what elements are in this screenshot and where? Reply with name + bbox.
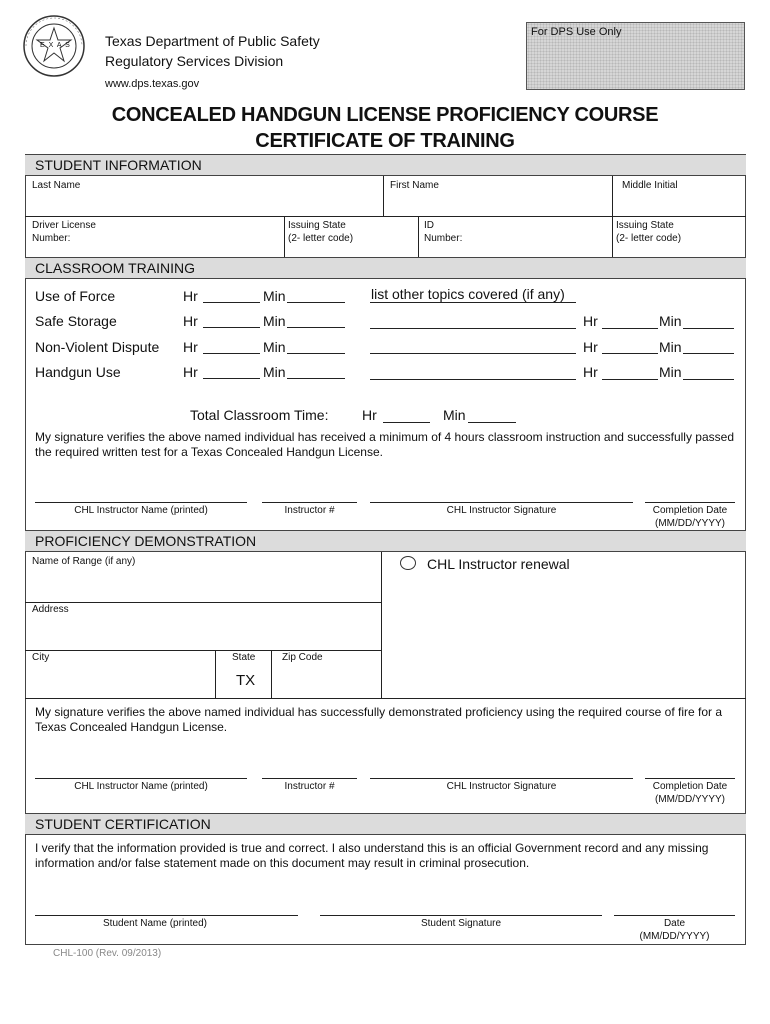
hr-label: Hr: [183, 313, 198, 329]
instructor-signature-line[interactable]: [370, 502, 633, 503]
state-label: State: [232, 652, 256, 663]
hr-label: Hr: [583, 313, 598, 329]
form-number: CHL-100 (Rev. 09/2013): [53, 948, 162, 959]
instructor-number-line[interactable]: [262, 502, 357, 503]
proficiency-title: PROFICIENCY DEMONSTRATION: [35, 533, 257, 549]
divider: [381, 552, 382, 698]
issuing-state-field[interactable]: [355, 218, 415, 254]
city-label: City: [32, 652, 50, 663]
driver-license-label-1: Driver License: [32, 220, 96, 231]
student-signature-caption: Student Signature: [420, 918, 502, 929]
total-min-label: Min: [443, 407, 466, 423]
instructor-name-caption: CHL Instructor Name (printed): [74, 781, 208, 792]
divider: [25, 602, 382, 603]
seal-text: E X A S: [40, 42, 71, 49]
proficiency-header: [25, 530, 746, 552]
other-topics-underline: [370, 302, 576, 303]
hr-field-line[interactable]: [203, 378, 260, 379]
division-name: Regulatory Services Division: [105, 53, 284, 69]
student-name-line[interactable]: [35, 915, 298, 916]
student-info-header: [25, 154, 746, 176]
proficiency-statement: My signature verifies the above named individual has successfully demonstrated proficiency using the required course of fire for a Texas Concealed Handgun License.: [35, 705, 723, 734]
min-label: Min: [263, 313, 286, 329]
id-number-field[interactable]: [470, 218, 610, 254]
min-field-line[interactable]: [287, 302, 345, 303]
divider: [25, 650, 382, 651]
min-label: Min: [263, 339, 286, 355]
driver-license-field[interactable]: [90, 218, 282, 254]
min-field-line[interactable]: [287, 327, 345, 328]
issuing-state-label-2: (2- letter code): [288, 233, 354, 244]
min-field-line[interactable]: [683, 379, 734, 380]
issuing-state2-field[interactable]: [685, 218, 743, 254]
first-name-field[interactable]: [384, 192, 612, 216]
hr-field-line[interactable]: [602, 379, 658, 380]
form-title-line2: CERTIFICATE OF TRAINING: [255, 130, 515, 152]
min-field-line[interactable]: [683, 353, 734, 354]
middle-initial-label: Middle Initial: [622, 180, 678, 191]
date-line[interactable]: [614, 915, 735, 916]
divider: [25, 698, 746, 699]
divider: [418, 216, 419, 257]
instructor-name-caption: CHL Instructor Name (printed): [74, 505, 208, 516]
hr-label: Hr: [183, 288, 198, 304]
dps-seal: [22, 14, 86, 78]
instructor-number-line[interactable]: [262, 778, 357, 779]
divider: [215, 650, 216, 698]
issuing-state2-label-1: Issuing State: [616, 220, 674, 231]
instructor-number-caption: Instructor #: [284, 781, 335, 792]
range-name-field[interactable]: [26, 568, 380, 602]
total-min-field[interactable]: [468, 422, 516, 423]
min-field-line[interactable]: [287, 378, 345, 379]
instructor-signature-caption: CHL Instructor Signature: [446, 781, 557, 792]
address-field[interactable]: [26, 616, 380, 650]
min-label: Min: [263, 364, 286, 380]
hr-field-line[interactable]: [602, 353, 658, 354]
classroom-title: CLASSROOM TRAINING: [35, 260, 195, 276]
other-topic-field-line[interactable]: [370, 379, 576, 380]
dps-use-box: [526, 22, 745, 90]
hr-label: Hr: [183, 364, 198, 380]
zip-code-field[interactable]: [273, 664, 379, 696]
issuing-state-label-1: Issuing State: [288, 220, 346, 231]
last-name-label: Last Name: [32, 180, 81, 191]
city-field[interactable]: [26, 664, 214, 696]
completion-date-caption-2: (MM/DD/YYYY): [655, 794, 725, 805]
min-label: Min: [659, 339, 682, 355]
student-name-caption: Student Name (printed): [103, 918, 207, 929]
completion-date-caption-2: (MM/DD/YYYY): [655, 518, 725, 529]
hr-label: Hr: [583, 339, 598, 355]
min-label: Min: [659, 313, 682, 329]
hr-label: Hr: [583, 364, 598, 380]
id-label-1: ID: [424, 220, 434, 231]
instructor-signature-line[interactable]: [370, 778, 633, 779]
hr-label: Hr: [183, 339, 198, 355]
min-field-line[interactable]: [683, 328, 734, 329]
first-name-label: First Name: [390, 180, 439, 191]
address-label: Address: [32, 604, 69, 615]
instructor-signature-caption: CHL Instructor Signature: [446, 505, 557, 516]
total-hr-field[interactable]: [383, 422, 430, 423]
issuing-state2-label-2: (2- letter code): [616, 233, 682, 244]
topic-safe-storage: Safe Storage: [35, 313, 117, 329]
instructor-number-caption: Instructor #: [284, 505, 335, 516]
hr-field-line[interactable]: [602, 328, 658, 329]
total-hr-label: Hr: [362, 407, 377, 423]
topic-handgun-use: Handgun Use: [35, 364, 121, 380]
renewal-radio[interactable]: [400, 556, 416, 570]
range-name-label: Name of Range (if any): [32, 556, 136, 567]
state-value: TX: [236, 672, 256, 689]
hr-field-line[interactable]: [203, 353, 260, 354]
agency-name: Texas Department of Public Safety: [105, 33, 320, 49]
topic-non-violent-dispute: Non-Violent Dispute: [35, 339, 160, 355]
total-classroom-label: Total Classroom Time:: [190, 407, 329, 423]
certification-statement: I verify that the information provided is true and correct. I also understand this is an official Government record and any missing information and/or false statement made on this document may result in criminal prosecution.: [35, 841, 709, 870]
classroom-header: [25, 257, 746, 279]
renewal-label: CHL Instructor renewal: [427, 556, 570, 572]
divider: [271, 650, 272, 698]
dps-use-label: For DPS Use Only: [531, 26, 622, 38]
min-label: Min: [263, 288, 286, 304]
completion-date-caption-1: Completion Date: [652, 781, 728, 792]
min-label: Min: [659, 364, 682, 380]
other-topic-field-line[interactable]: [370, 328, 576, 329]
completion-date-caption-1: Completion Date: [652, 505, 728, 516]
certification-title: STUDENT CERTIFICATION: [35, 816, 211, 832]
agency-url: www.dps.texas.gov: [105, 78, 200, 90]
middle-initial-field[interactable]: [613, 192, 745, 216]
instructor-name-line[interactable]: [35, 778, 247, 779]
divider: [25, 216, 746, 217]
driver-license-label-2: Number:: [32, 233, 71, 244]
student-signature-line[interactable]: [320, 915, 602, 916]
other-topics-label: list other topics covered (if any): [371, 286, 565, 302]
other-topic-field-line[interactable]: [370, 353, 576, 354]
date-caption-1: Date: [663, 918, 686, 929]
certification-header: [25, 813, 746, 835]
divider: [284, 216, 285, 257]
min-field-line[interactable]: [287, 353, 345, 354]
completion-date-line[interactable]: [645, 502, 735, 503]
hr-field-line[interactable]: [203, 327, 260, 328]
divider: [612, 216, 613, 257]
instructor-name-line[interactable]: [35, 502, 247, 503]
zip-code-label: Zip Code: [282, 652, 323, 663]
completion-date-line[interactable]: [645, 778, 735, 779]
hr-field-line[interactable]: [203, 302, 260, 303]
date-caption-2: (MM/DD/YYYY): [639, 931, 710, 942]
student-info-title: STUDENT INFORMATION: [35, 157, 202, 173]
topic-use-of-force: Use of Force: [35, 288, 116, 304]
id-label-2: Number:: [424, 233, 463, 244]
classroom-statement: My signature verifies the above named individual has received a minimum of 4 hours classroom instruction and successfully passed the required written test for a Texas Concealed Handgun License.: [35, 430, 735, 459]
last-name-field[interactable]: [26, 192, 383, 216]
form-title-line1: CONCEALED HANDGUN LICENSE PROFICIENCY COURSE: [111, 104, 659, 126]
